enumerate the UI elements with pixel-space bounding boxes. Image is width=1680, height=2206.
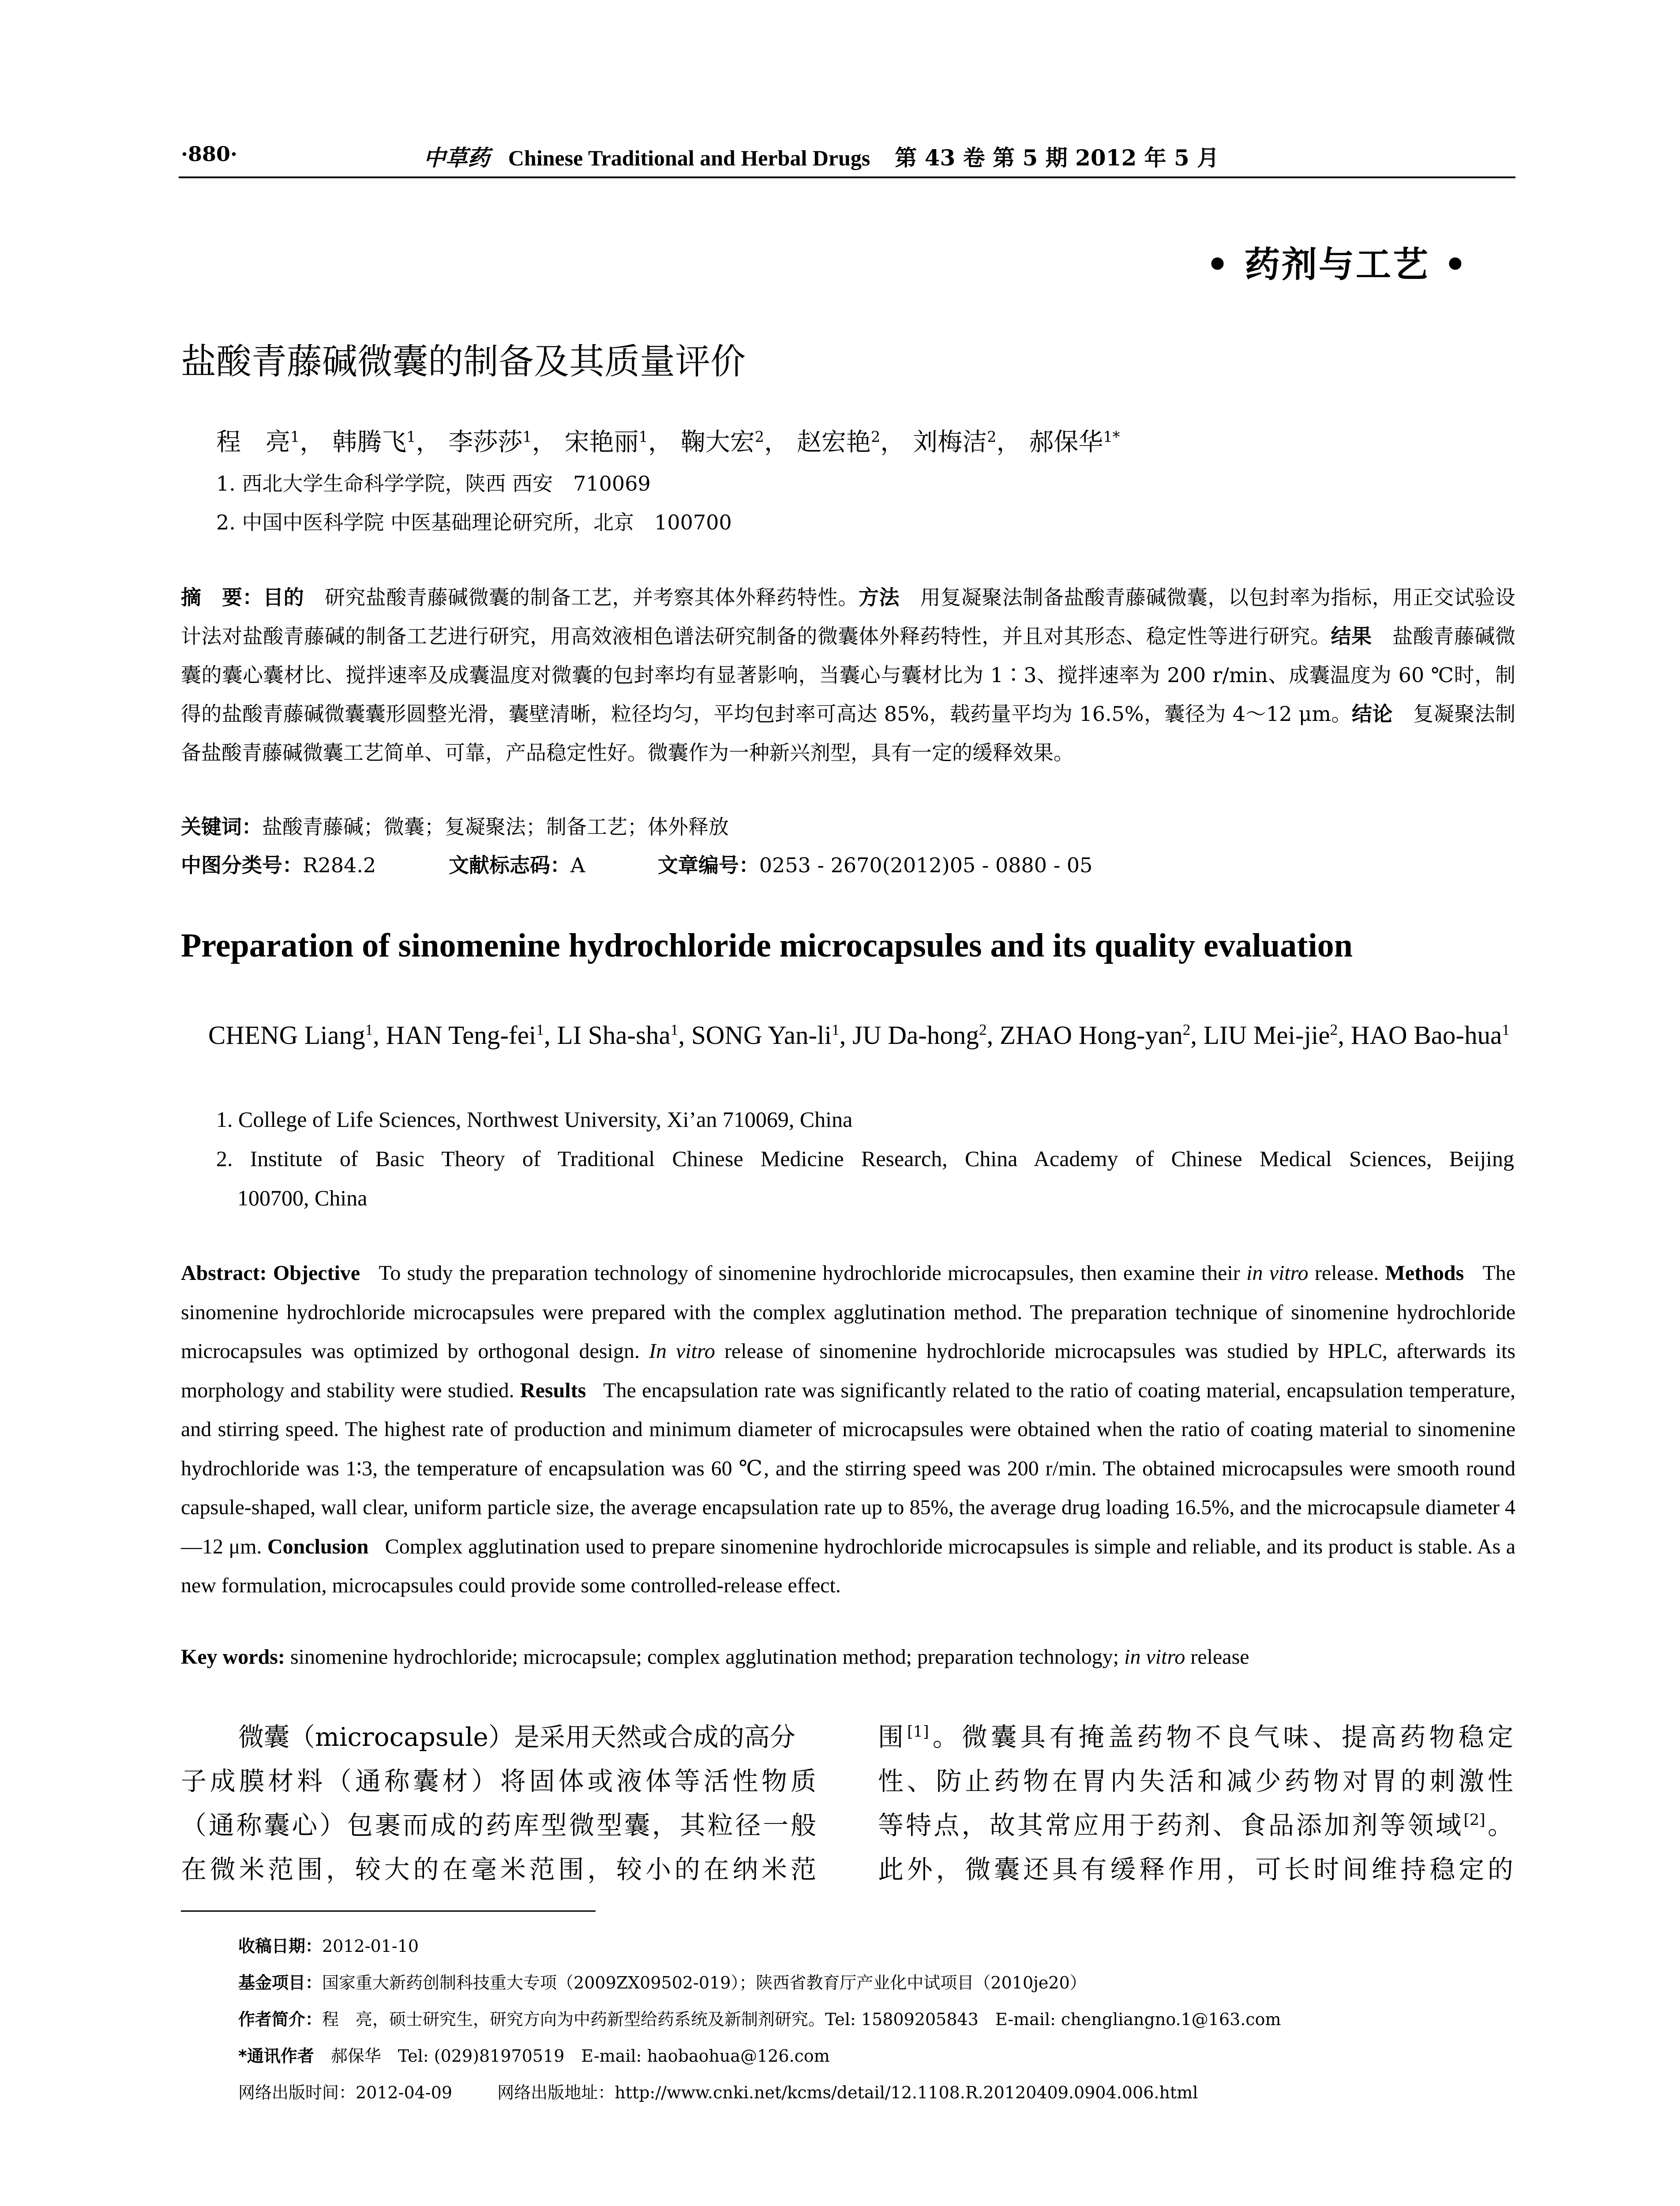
- body-left-1: 微囊（microcapsule）是采用天然或合成的高分: [238, 1722, 795, 1752]
- author-en: HAO Bao-hua$^1$: [1350, 1020, 1510, 1050]
- methods-label: 方法: [859, 585, 900, 609]
- author-en: CHENG Liang$^1$: [208, 1020, 373, 1050]
- author-en: ZHAO Hong-yan$^2$: [1000, 1020, 1191, 1050]
- abstract-cn: 摘 要：目的 研究盐酸青藤碱微囊的制备工艺，并考察其体外释药特性。方法 用复凝聚法制备盐酸青藤碱微囊，以包封率为指标，用正交试验设计法对盐酸青藤碱的制备工艺进行研究，用高效液相色谱法研究制备的微囊体外释药特性，并且对其形态、稳定性等进行研究。结果 盐酸青藤碱微囊的囊心囊材比、搅拌速率及成囊温度对微囊的包封率均有显著影响，当囊心与囊材比为 1∶3、搅拌速率为 200 r/min、成囊温度为 60 ℃时，制得的盐酸青藤碱微囊囊形圆整光滑，囊壁清晰，粒径均匀，平均包封率可高达 85%，载药量平均为 16.5%，囊径为 4～12 μm。结论 复凝聚法制备盐酸青藤碱微囊工艺简单、可靠，产品稳定性好。微囊作为一种新兴剂型，具有一定的缓释效果。: [181, 585, 1516, 765]
- abstract-cn-label: 摘 要：: [181, 585, 263, 609]
- title-en: Preparation of sinomenine hydrochloride microcapsules and its quality evaluation: [181, 927, 1353, 964]
- footnote-online: 网络出版时间：2012-04-09 网络出版地址：http://www.cnki.net/kcms/detail/12.1108.R.20120409.0904.006.html: [238, 2083, 1198, 2102]
- classification-line: 中图分类号：R284.2 文献标志码：A 文章编号：0253 - 2670(2012)05 - 0880 - 05: [181, 853, 1093, 877]
- footnote-received: 收稿日期：2012-01-10: [238, 1936, 419, 1956]
- abstract-en: Abstract: Objective To study the preparation technology of sinomenine hydrochloride microcapsules, then examine their in vitro release. Methods The sinomenine hydrochloride microcapsules were prepared with the complex agglutination method. The preparation technique of sinomenine hydrochloride microcapsules was optimized by orthogonal design. In vitro release of sinomenine hydrochloride microcapsules was studied by HPLC, afterwards its morphology and stability were studied. Results The encapsulation rate was significantly related to the ratio of coating material, encapsulation temperature, and stirring speed. The highest rate of production and minimum diameter of microcapsules were obtained when the ratio of coating material to sinomenine hydrochloride was 1∶3, the temperature of encapsulation was 60 ℃, and the stirring speed was 200 r/min. The obtained microcapsules were smooth round capsule-shaped, wall clear, uniform particle size, the average encapsulation rate up to 85%, the average drug loading 16.5%, and the microcapsule diameter 4—12 μm. Conclusion Complex agglutination used to prepare sinomenine hydrochloride microcapsules is simple and reliable, and its product is stable. As a new formulation, microcapsules could provide some controlled-release effect.: [181, 1261, 1516, 1597]
- online-url-link[interactable]: http://www.cnki.net/kcms/detail/12.1108.R.20120409.0904.006.html: [615, 2083, 1198, 2102]
- objective-label: 目的: [263, 585, 304, 609]
- page-number: ·880·: [181, 142, 238, 166]
- conclusion-label: 结论: [1351, 702, 1393, 726]
- issue-info: 第 43 卷 第 5 期 2012 年 5 月: [895, 145, 1219, 171]
- affiliation-en-1: 1. College of Life Sciences, Northwest University, Xi’an 710069, China: [216, 1107, 853, 1132]
- body-left-3: （通称囊心）包裹而成的药库型微型囊，其粒径一般: [181, 1810, 816, 1840]
- body-right-1: 围[1]。微囊具有掩盖药物不良气味、提高药物稳定: [878, 1722, 1513, 1752]
- author-cn: 刘梅洁$^2$: [913, 428, 997, 457]
- section-heading: • 药剂与工艺 •: [1206, 244, 1468, 285]
- authors-en: CHENG Liang$^1$, HAN Teng-fei$^1$, LI Sha-sha$^1$, SONG Yan-$li^1$, JU Da-hong$^2$, ZHAO Hong-yan$^2$, LIU Mei-jie$^2$, HAO Bao-hua$^1$: [208, 1020, 1510, 1050]
- author-en: SONG Yan-$li^1$: [691, 1020, 840, 1050]
- body-left-4: 在微米范围，较大的在毫米范围，较小的在纳米范: [181, 1854, 816, 1884]
- authors-cn: 程 亮$^1$， 韩腾飞$^1$， 李莎莎$^1$， 宋艳丽$^1$， 鞠大宏$^2$， 赵宏艳$^2$， 刘梅洁$^2$， 郝保华$^{1*}$: [216, 428, 1120, 457]
- author-en: JU Da-hong$^2$: [852, 1020, 987, 1050]
- body-left-2: 子成膜材料（通称囊材）将固体或液体等活性物质: [181, 1766, 816, 1796]
- citation-2[interactable]: [2]: [1463, 1811, 1485, 1829]
- author-cn: 韩腾飞$^1$: [332, 428, 416, 457]
- author-en: LI Sha-sha$^1$: [557, 1020, 679, 1050]
- affiliation-en-2: 2. Institute of Basic Theory of Traditional Chinese Medicine Research, China Academy of Chinese Medical Sciences, Beijing: [216, 1146, 1514, 1171]
- keywords-cn: 关键词：盐酸青藤碱；微囊；复凝聚法；制备工艺；体外释放: [181, 815, 729, 839]
- journal-en: Chinese Traditional and Herbal Drugs: [508, 146, 870, 170]
- affiliation-en-3: 100700, China: [237, 1186, 368, 1210]
- footnote-fund: 基金项目：国家重大新药创制科技重大专项（2009ZX09502-019）；陕西省教育厅产业化中试项目（2010je20）: [238, 1973, 1087, 1992]
- footnote-rule: [181, 1910, 596, 1912]
- affiliation-cn-2: 2. 中国中医科学院 中医基础理论研究所，北京 100700: [216, 510, 732, 534]
- author-en: LIU Mei-jie$^2$: [1203, 1020, 1338, 1050]
- header-rule: [179, 176, 1515, 178]
- running-header: [424, 140, 1219, 172]
- body-right-2: 性、防止药物在胃内失活和减少药物对胃的刺激性: [878, 1766, 1513, 1796]
- author-cn: 赵宏艳$^2$: [796, 428, 881, 457]
- author-en: HAN Teng-fei$^1$: [386, 1020, 544, 1050]
- journal-cn: 中草药: [424, 145, 490, 171]
- footnote-corresponding: *通讯作者 郝保华 Tel: (029)81970519 E-mail: haobaohua@126.com: [238, 2046, 830, 2066]
- results-label: 结果: [1331, 624, 1372, 648]
- author-cn: 程 亮$^1$: [216, 428, 300, 457]
- author-cn: 宋艳丽$^1$: [564, 428, 648, 457]
- keywords-en: Key words: sinomenine hydrochloride; microcapsule; complex agglutination method; preparation technology; in vitro release: [181, 1645, 1249, 1669]
- author-cn: 李莎莎$^1$: [448, 428, 532, 457]
- title-cn: 盐酸青藤碱微囊的制备及其质量评价: [181, 341, 746, 382]
- abstract-en-label: Abstract:: [181, 1261, 267, 1285]
- body-right-3: 等特点，故其常应用于药剂、食品添加剂等领域[2]。: [878, 1810, 1513, 1840]
- author-cn: 郝保华$^{1*}$: [1029, 428, 1120, 457]
- citation-1[interactable]: [1]: [907, 1723, 929, 1741]
- affiliation-cn-1: 1. 西北大学生命科学学院，陕西 西安 710069: [216, 472, 651, 495]
- author-cn: 鞠大宏$^2$: [680, 428, 765, 457]
- body-right-4: 此外，微囊还具有缓释作用，可长时间维持稳定的: [878, 1854, 1513, 1884]
- footnote-author: 作者简介：程 亮，硕士研究生，研究方向为中药新型给药系统及新制剂研究。Tel: 15809205843 E-mail: chengliangno.1@163.com: [238, 2010, 1281, 2029]
